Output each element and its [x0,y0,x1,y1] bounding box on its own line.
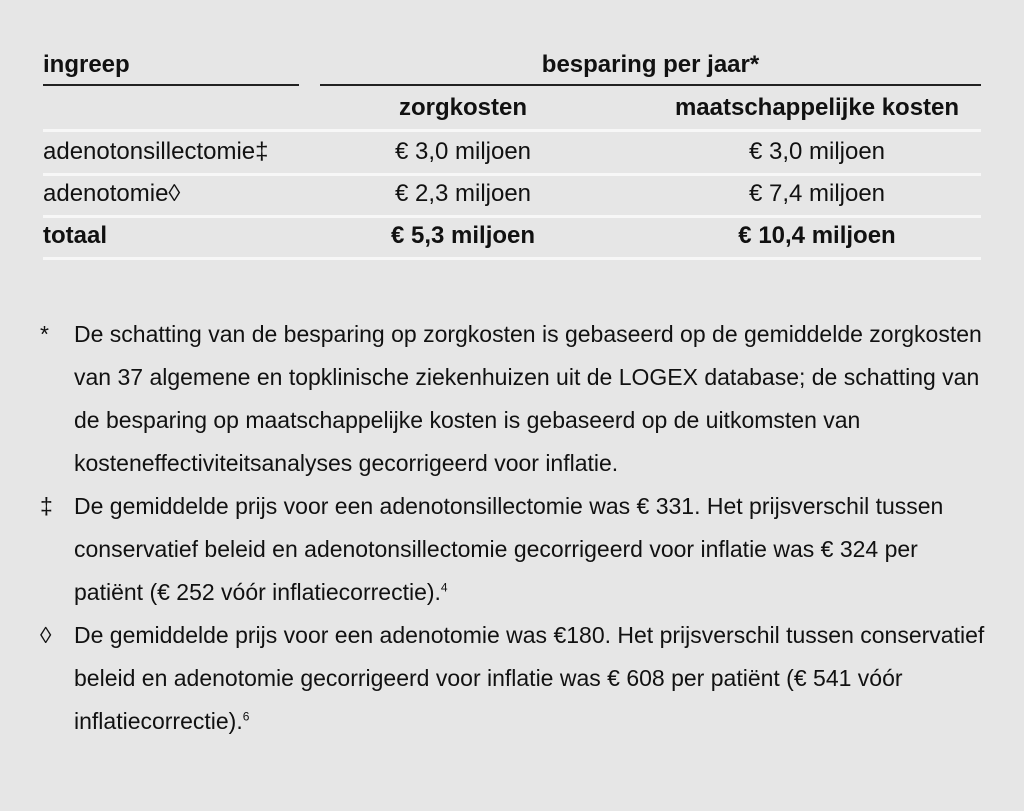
cell-maatschappelijk: € 7,4 miljoen [748,180,886,207]
cell-zorgkosten: € 2,3 miljoen [394,180,532,207]
header-ingreep: ingreep [43,50,299,86]
footnote-text: De schatting van de besparing op zorgkosten is gebaseerd op de gemiddelde zorgkosten van 37 algemene en topklinische ziekenhuizen uit de LOGEX database; de schatting van de besparing op maatschappelijke kosten is gebaseerd op de uitkomsten van kosteneffectiviteitsanalyses gecorrigeerd voor inflatie. [74,321,982,476]
cell-maatschappelijk-total: € 10,4 miljoen [738,222,896,249]
footnote-diamond [40,614,990,743]
table-row [43,131,981,176]
header-maatschappelijke-kosten: maatschappelijke kosten [674,94,960,121]
footnote-mark: * [40,321,49,347]
cell-maatschappelijk: € 3,0 miljoen [748,138,886,165]
cell-ingreep: adenotomie◊ [43,180,181,207]
reference-number: 4 [440,580,448,595]
subheader-row [43,87,981,132]
header-zorgkosten: zorgkosten [398,94,527,121]
cell-zorgkosten: € 3,0 miljoen [394,138,532,165]
footnote-text: De gemiddelde prijs voor een adenotonsillectomie was € 331. Het prijsverschil tussen conservatief beleid en adenotonsillectomie gecorrigeerd voor inflatie was € 324 per patiënt (€ 252 vóór inflatiecorrectie). [74,493,944,605]
footnote-mark: ◊ [40,622,52,648]
total-row [43,215,981,260]
cell-zorgkosten-total: € 5,3 miljoen [390,222,536,249]
footnote-double-dagger [40,485,990,614]
reference-number: 6 [242,709,250,724]
cell-ingreep: adenotonsillectomie‡ [43,138,269,165]
header-besparing-per-jaar: besparing per jaar* [320,50,981,86]
table-row [43,173,981,218]
footnote-text: De gemiddelde prijs voor een adenotomie was €180. Het prijsverschil tussen conservatief beleid en adenotomie gecorrigeerd voor inflatie was € 608 per patiënt (€ 541 vóór inflatiecorrectie). [74,622,985,734]
footnote-mark: ‡ [40,493,53,519]
footnote-asterisk [40,313,990,485]
cell-ingreep-total: totaal [43,222,108,249]
footnotes [40,313,990,743]
